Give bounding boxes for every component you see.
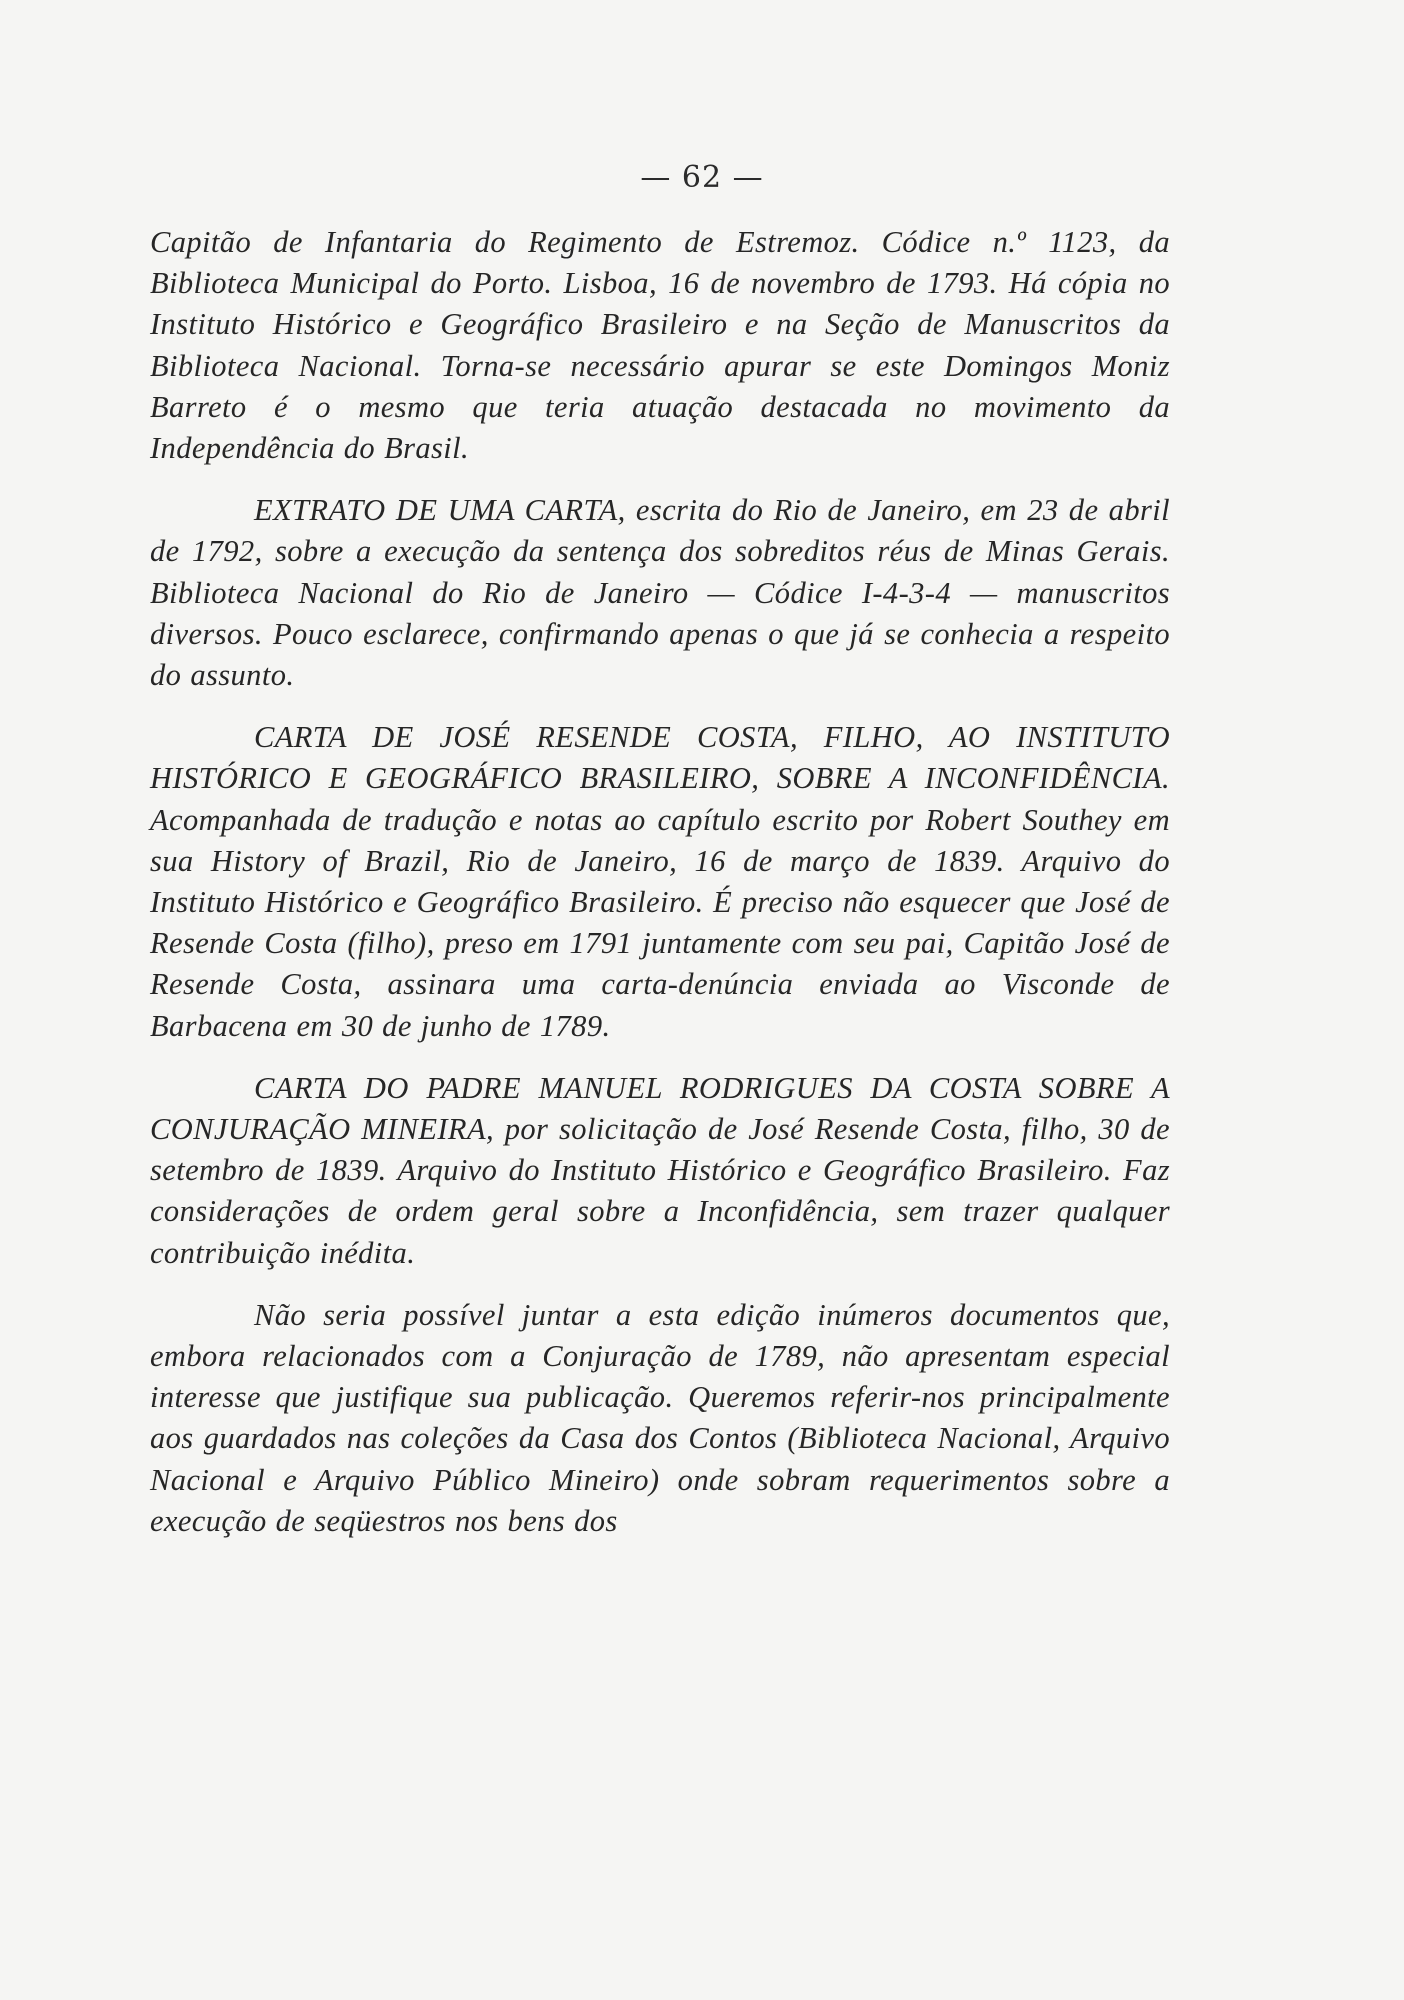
paragraph-nao-seria-possivel: Não seria possível juntar a esta edição inúmeros documentos que, embora relacionados com a Conjuração de 1789, não apresentam especial interesse que justifique sua publicação. Queremos referir-nos principalmente aos guardados nas coleções da Casa dos Contos (Biblioteca Nacional, Arquivo Nacional e Arquivo Público Mineiro) onde sobram requerimentos sobre a execução de seqüestros nos bens dos xyxy=(150,1297,1170,1538)
paragraph-carta-resende-costa: CARTA DE JOSÉ RESENDE COSTA, FILHO, AO INSTITUTO HISTÓRICO E GEOGRÁFICO BRASILEIRO, SOBRE A INCONFIDÊNCIA. Acompanhada de tradução e notas ao capítulo escrito por Robert Southey em sua History of Brazil, Rio de Janeiro, 16 de março de 1839. Arquivo do Instituto Histórico e Geográfico Brasileiro. É preciso não esquecer que José de Resende Costa (filho), preso em 1791 juntamente com seu pai, Capitão José de Resende Costa, assinara uma carta-denúncia enviada ao Visconde de Barbacena em 30 de junho de 1789. xyxy=(150,720,1170,1043)
paragraph-carta-padre-manuel: CARTA DO PADRE MANUEL RODRIGUES DA COSTA SOBRE A CONJURAÇÃO MINEIRA, por solicitação de José Resende Costa, filho, 30 de setembro de 1839. Arquivo do Instituto Histórico e Geográfico Brasileiro. Faz considerações de ordem geral sobre a Inconfidência, sem trazer qualquer contribuição inédita. xyxy=(150,1070,1170,1270)
paragraph-extrato-carta: EXTRATO DE UMA CARTA, escrita do Rio de Janeiro, em 23 de abril de 1792, sobre a execução da sentença dos sobreditos réus de Minas Gerais. Biblioteca Nacional do Rio de Janeiro — Códice I-4-3-4 — manuscritos diversos. Pouco esclarece, confirmando apenas o que já se conhecia a respeito do assunto. xyxy=(150,493,1170,693)
page-number: — 62 — xyxy=(640,160,764,195)
body-text xyxy=(150,222,1170,1542)
paragraph-capitao-infantaria: Capitão de Infantaria do Regimento de Estremoz. Códice n.º 1123, da Biblioteca Municipal do Porto. Lisboa, 16 de novembro de 1793. Há cópia no Instituto Histórico e Geográfico Brasileiro e na Seção de Manuscritos da Biblioteca Nacional. Torna-se necessário apurar se este Domingos Moniz Barreto é o mesmo que teria atuação destacada no movimento da Independência do Brasil. xyxy=(150,225,1170,466)
